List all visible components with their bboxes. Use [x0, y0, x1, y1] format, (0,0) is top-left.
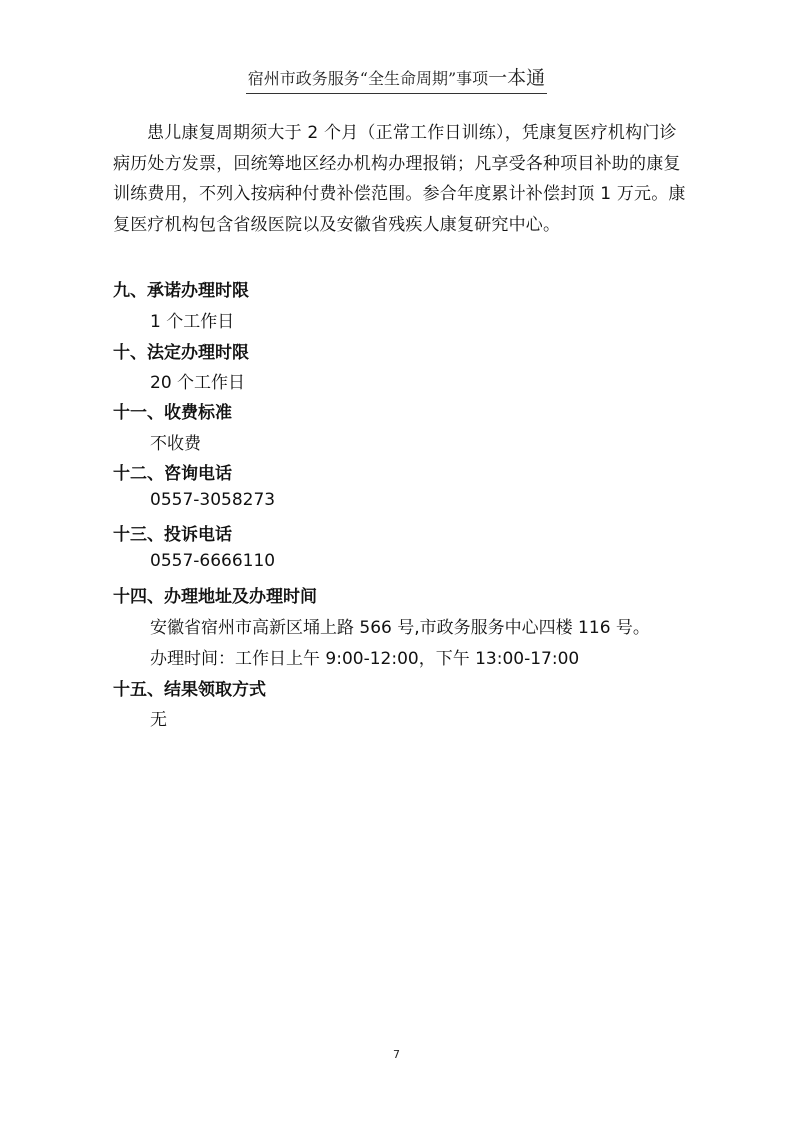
section-title-fee-standard: 十一、收费标准 [113, 403, 232, 423]
section-body-address: 安徽省宿州市高新区埇上路 566 号,市政务服务中心四楼 116 号。 [150, 618, 650, 638]
section-body-commitment-time: 1 个工作日 [150, 312, 235, 332]
intro-paragraph: 患儿康复周期须大于 2 个月（正常工作日训练），凭康复医疗机构门诊病历处方发票，回统筹地区经办机构办理报销；凡享受各种项目补助的康复训练费用，不列入按病种付费补偿范围。参合年度累计补偿封顶 1 万元。康复医疗机构包含省级医院以及安徽省残疾人康复研究中心。 [113, 123, 686, 235]
section-title-result-pickup: 十五、结果领取方式 [113, 680, 266, 700]
section-title-complaint-phone: 十三、投诉电话 [113, 525, 232, 545]
section-body-hours: 办理时间：工作日上午 9:00-12:00，下午 13:00-17:00 [150, 649, 580, 669]
section-title-commitment-time: 九、承诺办理时限 [113, 281, 249, 301]
section-body-result-pickup: 无 [150, 710, 167, 730]
header-title: 宿州市政务服务“全生命周期”事项 [247, 69, 489, 88]
section-body-complaint-phone: 0557-6666110 [150, 551, 276, 571]
section-body-consult-phone: 0557-3058273 [150, 490, 276, 510]
section-body-fee-standard: 不收费 [150, 434, 201, 454]
section-title-legal-time: 十、法定办理时限 [113, 343, 249, 363]
page-header [0, 63, 793, 94]
header-title-tail: 一本通 [488, 67, 546, 89]
section-title-consult-phone: 十二、咨询电话 [113, 464, 232, 484]
section-body-legal-time: 20 个工作日 [150, 373, 246, 393]
page-number: 7 [393, 1048, 400, 1061]
section-title-address-hours: 十四、办理地址及办理时间 [113, 587, 317, 607]
